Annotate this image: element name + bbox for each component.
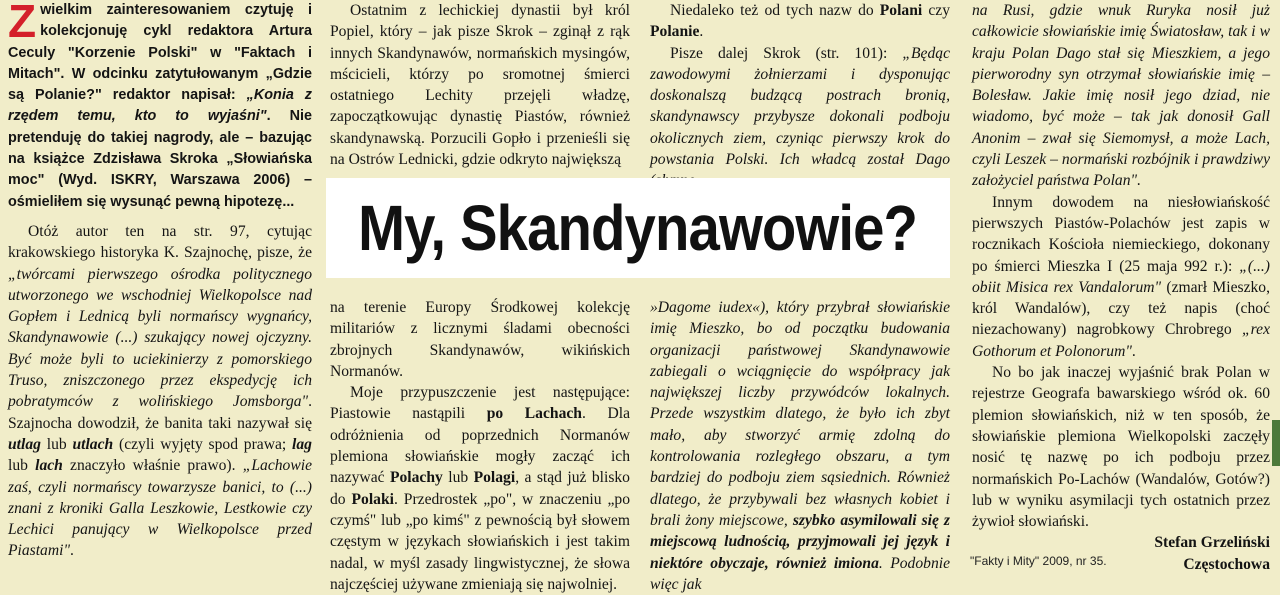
paragraph: Innym dowodem na niesłowiańskość pierwszych Piastów-Polachów jest zapis w rocznikach Kościoła niemieckiego, dokonany po śmierci Mieszka I (25 maja 992 r.): „(...) obiit Misica rex Vandalorum" (zmarł Mieszko, król Wandalów), czy też napis (choć niezachowany) nagrobkowy Chrobrego „rex Gothorum et Polonorum". — [972, 193, 1270, 360]
paragraph: No bo jak inaczej wyjaśnić brak Polan w rejestrze Geografa bawarskiego wśród ok. 60 plemion słowiańskich, niż w ten sposób, że słowiańskie plemiona Wielkopolski zaczęły nosić tę nazwę po ich podboju przez normańskich Po-Lachów (Wandalów, Gotów?) lub w wyniku asymilacji tych ostatnich przez żywioł słowiański. — [972, 364, 1270, 531]
paragraph: Otóż autor ten na str. 97, cytując krakowskiego historyka K. Szajnochę, pisze, że „twórcami pierwszego ośrodka politycznego utworzonego we wschodniej Wielkopolsce nad Gopłem i Lednicą byli normańscy wygnańcy, Skandynawowie (...) szukający nowej ojczyzny. Być może byli to uciekinierzy z pomorskiego Truso, zniszczonego przez ekspedycję ich pobratymców z wolińskiego Jomsborga". Szajnocha dowodził, że banita taki nazywał się utlag lub utlach (czyli wyjęty spod prawa; lag lub lach znaczyło właśnie prawo). „Lachowie zaś, czyli normańscy towarzysze banici, to (...) znani z kroniki Galla Leszkowie, Lestkowie czy Lechici panujący w Wielkopolsce przed Piastami". — [8, 222, 312, 560]
paragraph: Niedaleko też od tych nazw do Polani czy Polanie. — [650, 2, 950, 41]
author-name: Stefan Grzeliński — [1154, 534, 1270, 552]
drop-cap: Z — [8, 0, 37, 47]
paragraph: na terenie Europy Środkowej kolekcję militariów z licznymi śladami obecności zbrojnych Skandynawów, wikińskich Normanów. — [330, 299, 630, 380]
column-3-bottom — [650, 297, 950, 595]
page-edge-mark — [1272, 420, 1280, 466]
column-1 — [8, 0, 312, 562]
paragraph: Ostatnim z lechickiej dynastii był król Popiel, który – jak pisze Skrok – zginął z rąk innych Skandynawów, normańskich mysingów, mścicieli, którzy po sromotnej śmierci ostatniego Lechity przejęli władzę, zapoczątkowując dynastię Piastów, również skandynawską. Porzucili Gopło i przenieśli się na Ostrów Lednicki, gdzie odkryto największą — [330, 2, 630, 169]
column-4 — [972, 0, 1270, 575]
paragraph: »Dagome iudex«), który przybrał słowiańskie imię Mieszko, bo od początku budowania organizacji państwowej Skandynawowie zabiegali o wciągnięcie do współpracy jak największej liczby przywódców lokalnych. Przede wszystkim dlatego, że było ich zbyt mało, aby stworzyć armię zdolną do kontrolowania rozległego obszaru, a tym bardziej do podboju ziem sąsiednich. Również dlatego, że przybywali bez własnych kobiet i brali żony miejscowe, szybko asymilowali się z miejscową ludnością, przyjmowali jej język i niektóre obyczaje, również imiona. Podobnie więc jak — [650, 299, 950, 593]
paragraph: Moje przypuszczenie jest następujące: Piastowie nastąpili po Lachach. Dla odróżnienia od poprzednich Normanów plemiona słowiańskie mogły zacząć ich nazywać Polachy lub Polagi, a stąd już blisko do Polaki. Przedrostek „po", w znaczeniu „po czymś" lub „po kimś" z pewnością był słowem częstym w językach słowiańskich i jest takim nadal, w myśl zasady lingwistycznej, że słowa najczęściej używane zmieniają się najwolniej. — [330, 384, 630, 593]
lead-paragraph: Zwielkim zainteresowaniem czytuję i kolekcjonuję cykl redaktora Artura Ceculy "Korzenie Polski" w "Faktach i Mitach". W odcinku zatytułowanym „Gdzie są Polanie?" redaktor napisał: „Konia z rzędem temu, kto to wyjaśni". Nie pretenduję do takiej nagrody, ale – bazując na książce Zdzisława Skroka „Słowiańska moc" (Wyd. ISKRY, Warszawa 2006) – ośmieliłem się wysunąć pewną hipotezę... — [8, 0, 313, 210]
paragraph: na Rusi, gdzie wnuk Ruryka nosił już całkowicie słowiańskie imię Światosław, tak i w kraju Polan Dago stał się Mieszkiem, a jego pierworodny syn otrzymał słowiańskie imię – Bolesław. Jakie imię nosił jego dziad, nie wiadomo, być może – tak jak donosił Gall Anonim – zwał się Siemomysł, a może Lach, czyli Leszek – normański rozbójnik i prawdziwy założyciel państwa Polan". — [972, 2, 1270, 190]
column-3-top — [650, 0, 950, 192]
author-city: Częstochowa — [1183, 555, 1270, 573]
headline: My, Skandynawowie? — [358, 192, 918, 264]
headline-box — [326, 178, 950, 278]
paragraph: Pisze dalej Skrok (str. 101): „Będąc zawodowymi żołnierzami i dysponując doskonalszą budzącą postrach bronią, skandynawscy przybysze dokonali podboju okolicznych ziem, czyniąc pierwszy krok do powstania Polski. Ich władcą został Dago — [650, 44, 950, 169]
source-caption: "Fakty i Mity" 2009, nr 35. — [970, 554, 1107, 568]
column-2-bottom — [330, 297, 630, 595]
column-2-top — [330, 0, 630, 170]
